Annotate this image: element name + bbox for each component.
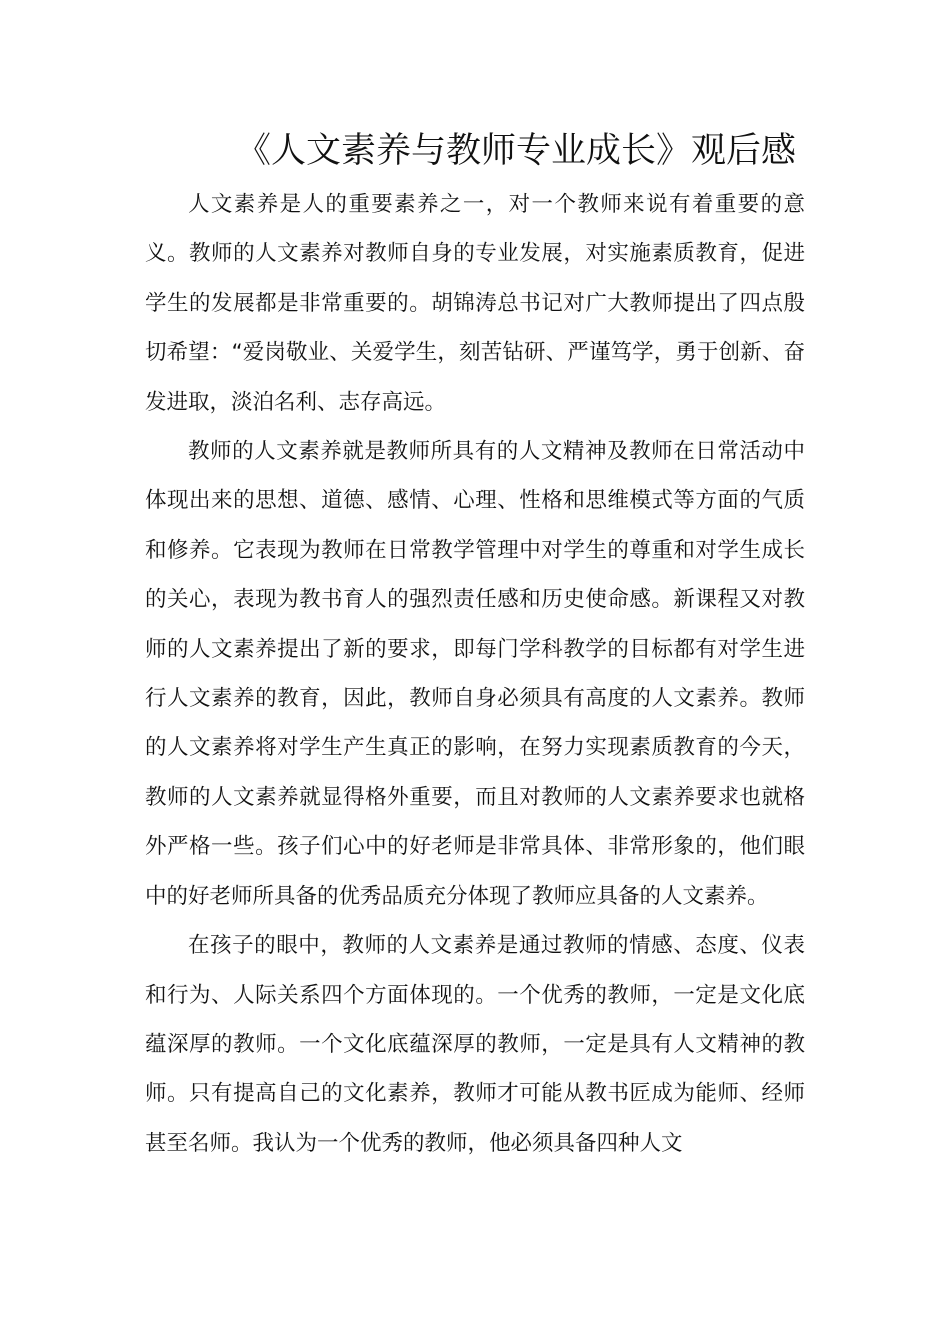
- paragraph-1: 人文素养是人的重要素养之一，对一个教师来说有着重要的意义。教师的人文素养对教师自身的专业发展，对实施素质教育，促进学生的发展都是非常重要的。胡锦涛总书记对广大教师提出了四点殷切希望：“爱岗敬业、关爱学生，刻苦钻研、严谨笃学，勇于创新、奋发进取，淡泊名利、志存高远。: [145, 192, 805, 415]
- paragraph-3: 在孩子的眼中，教师的人文素养是通过教师的情感、态度、仪表和行为、人际关系四个方面体现的。一个优秀的教师，一定是文化底蕴深厚的教师。一个文化底蕴深厚的教师，一定是具有人文精神的教师。只有提高自己的文化素养，教师才可能从教书匠成为能师、经师甚至名师。我认为一个优秀的教师，他必须具备四种人文: [145, 933, 805, 1156]
- paragraph-2: 教师的人文素养就是教师所具有的人文精神及教师在日常活动中体现出来的思想、道德、感情、心理、性格和思维模式等方面的气质和修养。它表现为教师在日常教学管理中对学生的尊重和对学生成长的关心，表现为教书育人的强烈责任感和历史使命感。新课程又对教师的人文素养提出了新的要求，即每门学科教学的目标都有对学生进行人文素养的教育，因此，教师自身必须具有高度的人文素养。教师的人文素养将对学生产生真正的影响，在努力实现素质教育的今天，教师的人文素养就显得格外重要，而且对教师的人文素养要求也就格外严格一些。孩子们心中的好老师是非常具体、非常形象的，他们眼中的好老师所具备的优秀品质充分体现了教师应具备的人文素养。: [145, 439, 805, 909]
- document-body: [145, 180, 805, 1168]
- document-title: 《人文素养与教师专业成长》观后感: [235, 131, 796, 171]
